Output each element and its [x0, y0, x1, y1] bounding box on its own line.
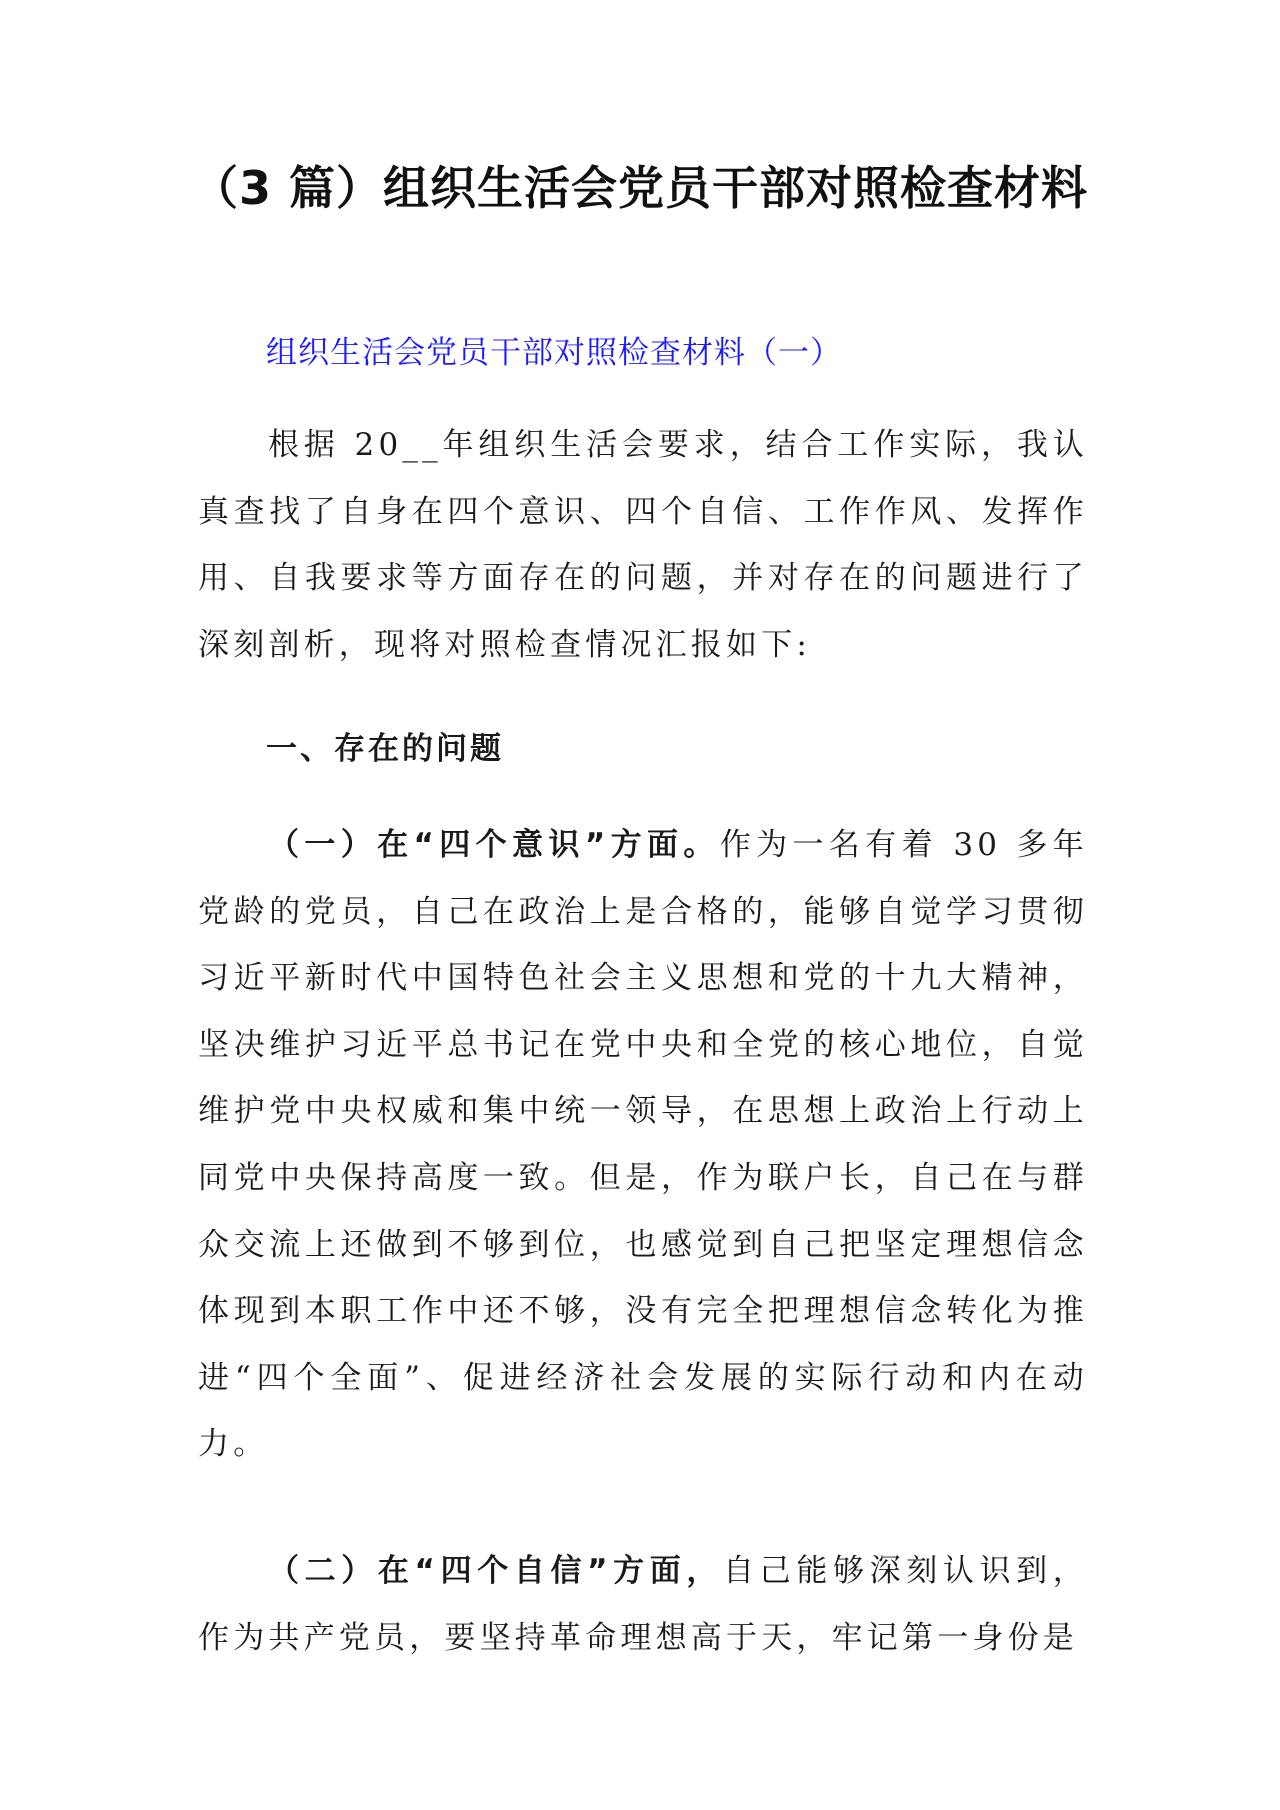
document-subtitle: 组织生活会党员干部对照检查材料（一） [266, 335, 842, 371]
item-2-lead: （二）在“四个自信”方面， [268, 1553, 724, 1589]
item-1-lead: （一）在“四个意识”方面。 [268, 827, 720, 863]
item-2-paragraph [198, 1538, 1088, 1671]
item-2-body: 自己能够深刻认识到，作为共产党员，要坚持革命理想高于天，牢记第一身份是 [198, 1553, 1088, 1656]
item-1-paragraph [198, 812, 1088, 1478]
document-title: （3 篇）组织生活会党员干部对照检查材料 [191, 161, 1089, 215]
section-heading-problems: 一、存在的问题 [266, 731, 504, 767]
intro-paragraph: 根据 20__年组织生活会要求，结合工作实际，我认真查找了自身在四个意识、四个自信、工作作风、发挥作用、自我要求等方面存在的问题，并对存在的问题进行了深刻剖析，现将对照检查情况汇报如下: [198, 427, 1088, 663]
item-1-body: 作为一名有着 30 多年党龄的党员，自己在政治上是合格的，能够自觉学习贯彻习近平新时代中国特色社会主义思想和党的十九大精神，坚决维护习近平总书记在党中央和全党的核心地位，自觉维护党中央权威和集中统一领导，在思想上政治上行动上同党中央保持高度一致。但是，作为联户长，自己在与群众交流上还做到不够到位，也感觉到自己把坚定理想信念体现到本职工作中还不够，没有完全把理想信念转化为推进“四个全面”、促进经济社会发展的实际行动和内在动力。 [198, 827, 1088, 1463]
